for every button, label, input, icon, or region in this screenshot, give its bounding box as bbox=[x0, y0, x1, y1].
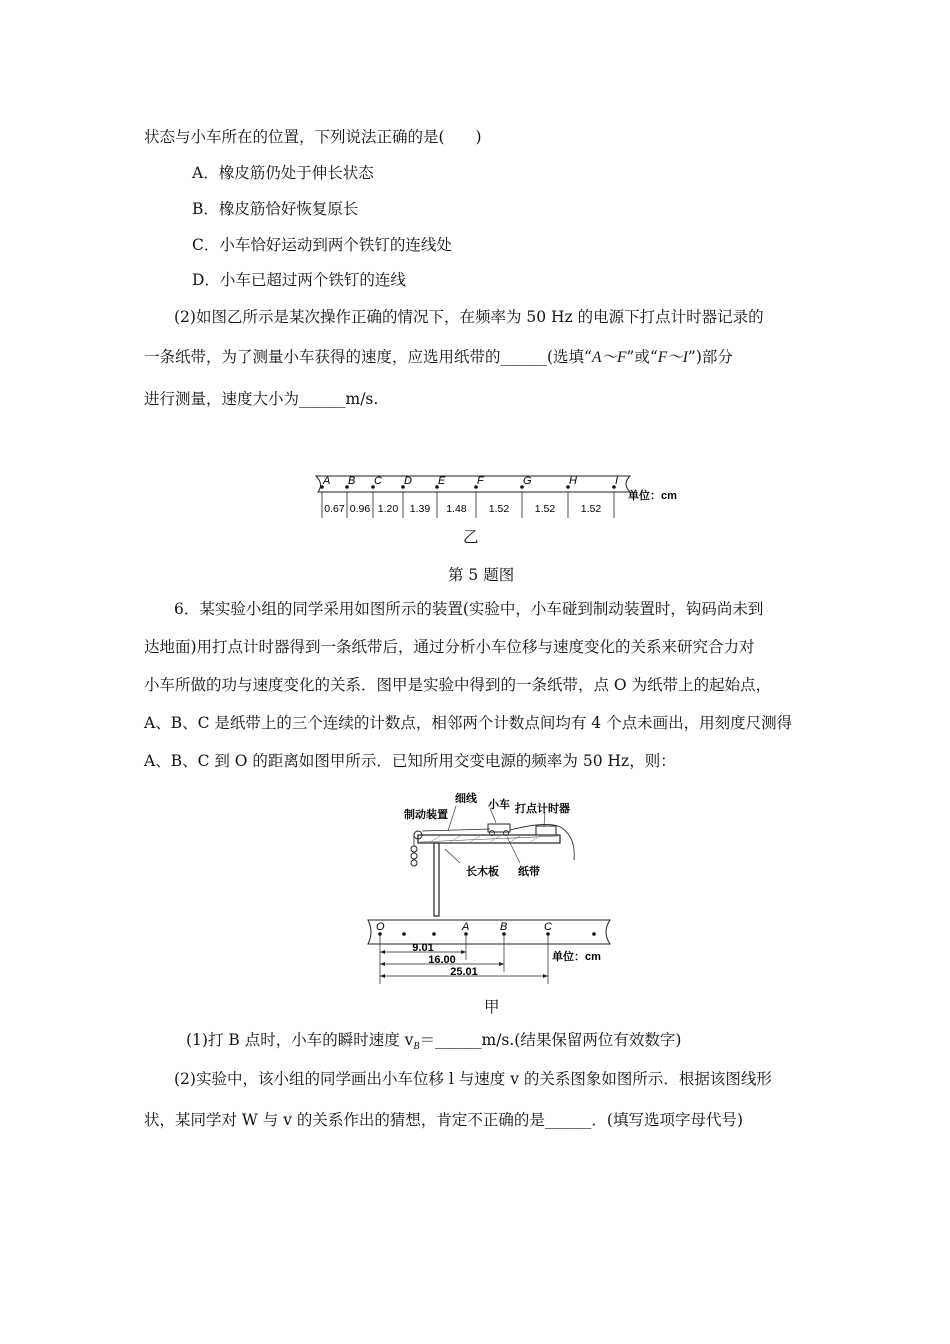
tape-jia-dot bbox=[402, 932, 406, 936]
tape-yi-segment-value: 1.52 bbox=[534, 503, 556, 515]
tape-yi-point-label: E bbox=[438, 475, 446, 487]
tape-jia-arrow bbox=[543, 974, 548, 978]
figure-yi-paper-tape bbox=[310, 470, 680, 522]
q5-option-c: C．小车恰好运动到两个铁钉的连线处 bbox=[192, 236, 452, 254]
figure-yi-caption: 乙 bbox=[463, 528, 479, 546]
tape-yi-segment-value: 0.67 bbox=[324, 503, 345, 515]
tape-jia-arrow bbox=[380, 974, 385, 978]
q6-line4: A、B、C 是纸带上的三个连续的计数点，相邻两个计数点间均有 4 个点未画出，用刻度尺测得 bbox=[144, 714, 793, 732]
tape-jia-labels bbox=[376, 921, 552, 933]
q6-line5: A、B、C 到 O 的距离如图甲所示．已知所用交变电源的频率为 50 Hz，则： bbox=[144, 752, 676, 770]
figure-jia-paper-tape bbox=[362, 914, 622, 986]
tape-yi-point-label: I bbox=[615, 475, 619, 487]
tape-jia-arrow bbox=[380, 950, 385, 954]
tape-jia-points bbox=[378, 932, 596, 936]
q6-line3: 小车所做的功与速度变化的关系．图甲是实验中得到的一条纸带，点 O 为纸带上的起始点， bbox=[144, 676, 772, 694]
thread-label: 细线 bbox=[455, 793, 477, 805]
tape-yi-point-label: C bbox=[374, 475, 382, 487]
board-label: 长木板 bbox=[466, 866, 499, 878]
tape-yi-segment-value: 1.52 bbox=[580, 503, 602, 515]
tape-jia-arrow bbox=[380, 962, 385, 966]
figure-jia-caption: 甲 bbox=[484, 998, 500, 1016]
tape-jia-distance: 25.01 bbox=[450, 966, 478, 978]
figure-5-caption: 第 5 题图 bbox=[448, 566, 515, 584]
q5-option-a: A．橡皮筋仍处于伸长状态 bbox=[192, 164, 374, 182]
q5-part2-line1: (2)如图乙所示是某次操作正确的情况下，在频率为 50 Hz 的电源下打点计时器记录的 bbox=[174, 308, 764, 326]
tape-yi-point-label: B bbox=[348, 475, 356, 487]
q6-part2-line1: (2)实验中，该小组的同学画出小车位移 l 与速度 v 的关系图象如图所示．根据该图线形 bbox=[174, 1070, 772, 1088]
tape-yi-point-label: A bbox=[323, 475, 331, 487]
q5-option-b: B．橡皮筋恰好恢复原长 bbox=[192, 200, 359, 218]
tape-yi-point-label: G bbox=[523, 475, 532, 487]
tape-jia-distance: 16.00 bbox=[428, 954, 456, 966]
q6-part1: (1)打 B 点时，小车的瞬时速度 $v_B=\_\_\_\_\_\_m/s$.(结果保留两位有效数字) bbox=[186, 1031, 682, 1053]
tape-yi-unit: 单位：cm bbox=[628, 490, 677, 502]
tape-yi-segment-value: 1.52 bbox=[488, 503, 510, 515]
tape-jia-dot bbox=[592, 932, 596, 936]
cart-label: 小车 bbox=[488, 799, 510, 811]
tape-yi-segment-value: 1.20 bbox=[377, 503, 399, 515]
tape-jia-arrow bbox=[461, 950, 466, 954]
tape-yi-labels bbox=[322, 475, 618, 487]
q6-part2-line2: 状，某同学对 W 与 v 的关系作出的猜想，肯定不正确的是______．(填写选项字母代号) bbox=[144, 1111, 743, 1129]
tape-yi-point-label: D bbox=[404, 475, 412, 487]
timer-label: 打点计时器 bbox=[515, 803, 570, 815]
tape-jia-point-label: C bbox=[544, 921, 552, 933]
tape-yi-segment-value: 0.96 bbox=[349, 503, 371, 515]
tape-jia-dot bbox=[432, 932, 436, 936]
q5-option-d: D．小车已超过两个铁钉的连线 bbox=[192, 271, 406, 289]
tape-jia-unit: 单位：cm bbox=[552, 951, 601, 963]
q5-part2-line3: 进行测量，速度大小为______m/s. bbox=[144, 390, 379, 408]
tape-yi-segment-value: 1.48 bbox=[446, 503, 467, 515]
tape-jia-distance: 9.01 bbox=[412, 942, 434, 954]
tape-yi-segments bbox=[324, 503, 601, 515]
q6-line1: 6．某实验小组的同学采用如图所示的装置(实验中，小车碰到制动装置时，钩码尚未到 bbox=[174, 600, 764, 618]
tape-jia-point-label: O bbox=[376, 921, 385, 933]
figure-jia-apparatus bbox=[370, 790, 620, 918]
tape-yi-point-label: F bbox=[477, 475, 484, 487]
tape-jia-point-label: A bbox=[462, 921, 470, 933]
tape-jia-point-label: B bbox=[500, 921, 508, 933]
tape-label: 纸带 bbox=[518, 866, 540, 878]
q5-part2-line2: 一条纸带，为了测量小车获得的速度，应选用纸带的______(选填“A～F”或“F～I”)部分 bbox=[144, 348, 733, 366]
q5-stem-tail: 状态与小车所在的位置，下列说法正确的是( ) bbox=[144, 128, 482, 146]
brake-label: 制动装置 bbox=[404, 809, 448, 821]
q6-line2: 达地面)用打点计时器得到一条纸带后，通过分析小车位移与速度变化的关系来研究合力对 bbox=[144, 638, 755, 656]
tape-yi-segment-value: 1.39 bbox=[409, 503, 431, 515]
tape-jia-dimensions bbox=[380, 936, 548, 984]
tape-yi-point-label: H bbox=[569, 475, 577, 487]
tape-jia-arrow bbox=[499, 962, 504, 966]
